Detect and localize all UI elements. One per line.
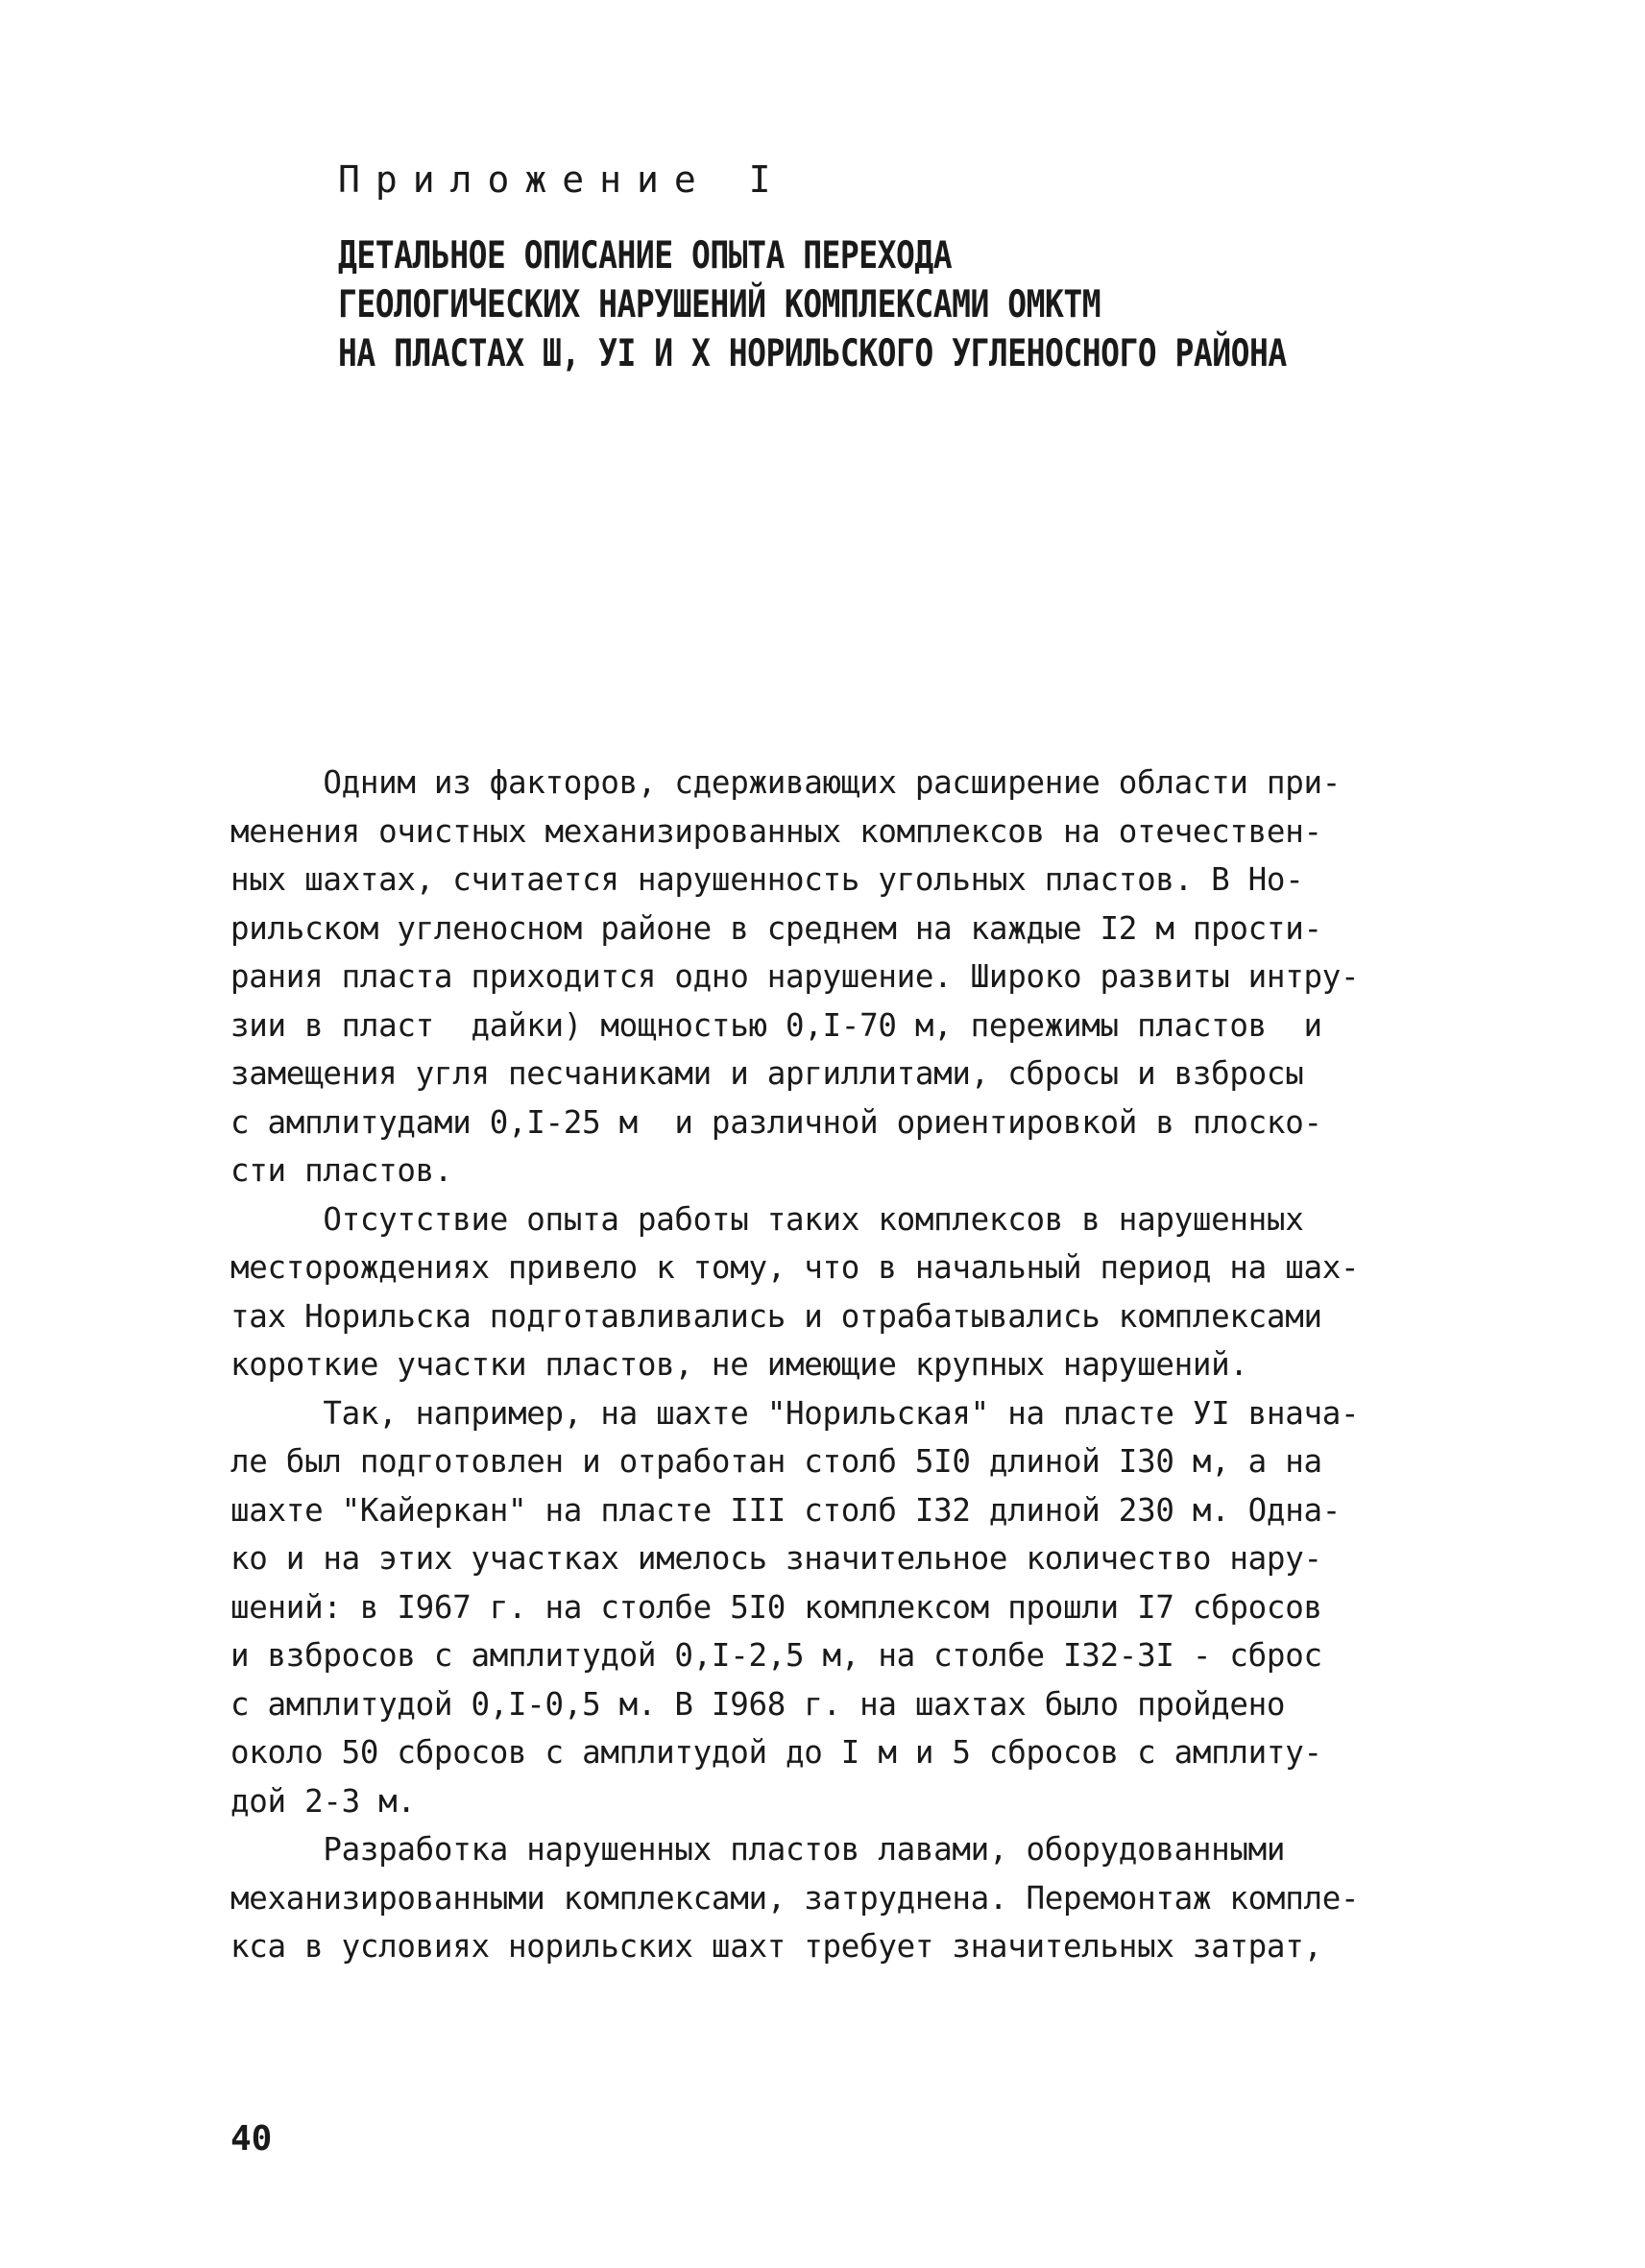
text-line: зии в пласт дайки) мощностью 0,I-70 м, пережимы пластов и xyxy=(230,1006,1322,1044)
text-line: и взбросов с амплитудой 0,I-2,5 м, на столбе I32-3I - сброс xyxy=(230,1637,1322,1674)
text-line: шахте "Кайеркан" на пласте III столб I32 длиной 230 м. Одна- xyxy=(230,1491,1341,1529)
text-line: рильском угленосном районе в среднем на каждые I2 м прости- xyxy=(230,909,1322,947)
title-line: ГЕОЛОГИЧЕСКИХ НАРУШЕНИЙ КОМПЛЕКСАМИ ОМКТМ xyxy=(338,281,1101,326)
text-line: замещения угля песчаниками и аргиллитами, сбросы и взбросы xyxy=(230,1055,1304,1092)
text-line: ко и на этих участках имелось значительное количество нару- xyxy=(230,1540,1322,1577)
document-title xyxy=(338,230,1548,377)
text-line: ле был подготовлен и отработан столб 5I0 длиной I30 м, а на xyxy=(230,1443,1322,1480)
title-line: НА ПЛАСТАХ Ш, УI И Х НОРИЛЬСКОГО УГЛЕНОСНОГО РАЙОНА xyxy=(338,330,1287,375)
text-line: Так, например, на шахте "Норильская" на пласте УI внача- xyxy=(230,1394,1360,1432)
body-text xyxy=(230,759,1431,1971)
text-line: менения очистных механизированных комплексов на отечествен- xyxy=(230,812,1322,850)
text-line: Одним из факторов, сдерживающих расширение области при- xyxy=(230,764,1341,801)
text-line: около 50 сбросов с амплитудой до I м и 5 сбросов с амплиту- xyxy=(230,1734,1322,1771)
text-line: тах Норильска подготавливались и отрабатывались комплексами xyxy=(230,1297,1322,1335)
text-line: рания пласта приходится одно нарушение. Широко развиты интру- xyxy=(230,958,1360,995)
text-line: сти пластов. xyxy=(230,1152,453,1189)
title-line: ДЕТАЛЬНОЕ ОПИСАНИЕ ОПЫТА ПЕРЕХОДА xyxy=(338,232,953,277)
text-line: шений: в I967 г. на столбе 5I0 комплексом прошли I7 сбросов xyxy=(230,1588,1322,1626)
text-line: с амплитудами 0,I-25 м и различной ориентировкой в плоско- xyxy=(230,1103,1322,1141)
text-line: месторождениях привело к тому, что в начальный период на шах- xyxy=(230,1249,1360,1286)
appendix-label: Приложение I xyxy=(338,158,786,201)
text-line: кса в условиях норильских шахт требует значительных затрат, xyxy=(230,1928,1322,1965)
page-number: 40 xyxy=(230,2119,273,2159)
text-line: механизированными комплексами, затруднена. Перемонтаж компле- xyxy=(230,1879,1360,1917)
text-line: ных шахтах, считается нарушенность угольных пластов. В Но- xyxy=(230,861,1304,898)
text-line: Отсутствие опыта работы таких комплексов в нарушенных xyxy=(230,1200,1304,1238)
text-line: дой 2-3 м. xyxy=(230,1782,416,1820)
text-line: с амплитудой 0,I-0,5 м. В I968 г. на шахтах было пройдено xyxy=(230,1685,1286,1723)
text-line: короткие участки пластов, не имеющие крупных нарушений. xyxy=(230,1346,1248,1383)
text-line: Разработка нарушенных пластов лавами, оборудованными xyxy=(230,1831,1286,1868)
